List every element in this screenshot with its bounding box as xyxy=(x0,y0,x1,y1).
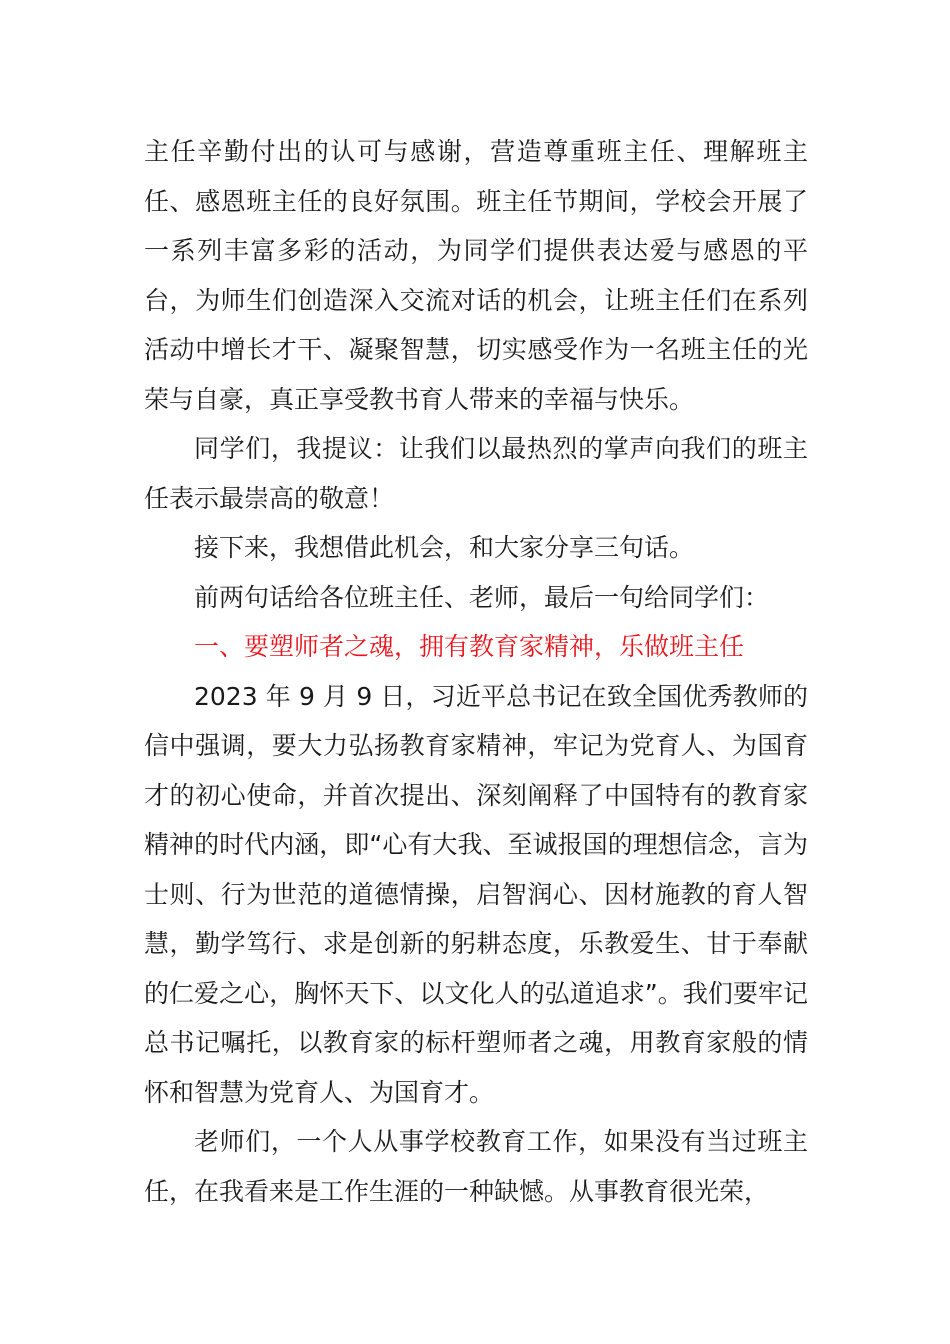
paragraph-teachers: 老师们，一个人从事学校教育工作，如果没有当过班主任，在我看来是工作生涯的一种缺憾。从事教育很光荣， xyxy=(144,1127,808,1206)
document-body xyxy=(144,127,808,1216)
paragraph-audience: 前两句话给各位班主任、老师，最后一句给同学们： xyxy=(194,582,770,612)
paragraph-continuation: 主任辛勤付出的认可与感谢，营造尊重班主任、理解班主任、感恩班主任的良好氛围。班主任节期间，学校会开展了一系列丰富多彩的活动，为同学们提供表达爱与感恩的平台，为师生们创造深入交流对话的机会，让班主任们在系列活动中增长才干、凝聚智慧，切实感受作为一名班主任的光荣与自豪，真正享受教书育人带来的幸福与快乐。 xyxy=(144,137,808,414)
paragraph-educator-spirit: 2023 年 9 月 9 日，习近平总书记在致全国优秀教师的信中强调，要大力弘扬教育家精神，牢记为党育人、为国育才的初心使命，并首次提出、深刻阐释了中国特有的教育家精神的时代内涵，即“心有大我、至诚报国的理想信念，言为士则、行为世范的道德情操，启智润心、因材施教的育人智慧，勤学笃行、求是创新的躬耕态度，乐教爱生、甘于奉献的仁爱之心，胸怀天下、以文化人的弘道追求”。我们要牢记总书记嘱托，以教育家的标杆塑师者之魂，用教育家般的情怀和智慧为党育人、为国育才。 xyxy=(144,681,808,1107)
paragraph-proposal: 同学们，我提议：让我们以最热烈的掌声向我们的班主任表示最崇高的敬意！ xyxy=(144,434,808,513)
section-heading-one: 一、要塑师者之魂，拥有教育家精神，乐做班主任 xyxy=(194,632,745,661)
paragraph-share-intro: 接下来，我想借此机会，和大家分享三句话。 xyxy=(194,533,695,562)
